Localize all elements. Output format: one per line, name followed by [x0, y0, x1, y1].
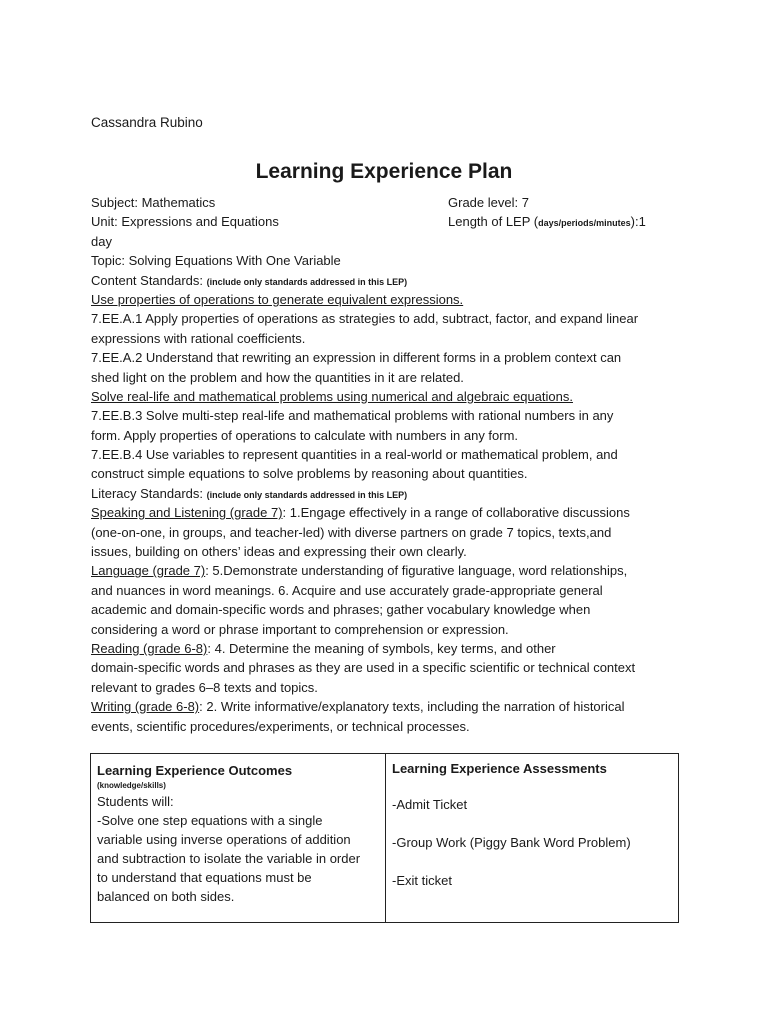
- standard-ee-b4: 7.EE.B.4 Use variables to represent quantities in a real-world or mathematical problem, and: [91, 447, 618, 463]
- assessment-item: -Exit ticket: [392, 873, 452, 888]
- standard-ee-b3-cont: form. Apply properties of operations to calculate with numbers in any form.: [91, 427, 519, 443]
- assessment-item: -Admit Ticket: [392, 797, 468, 812]
- assessments-list: [392, 795, 672, 890]
- speaking-standard: Speaking and Listening (grade 7): 1.Engage effectively in a range of collaborative discussions: [91, 505, 630, 521]
- reading-standard-cont-2: relevant to grades 6–8 texts and topics.: [91, 679, 318, 695]
- author-name: Cassandra Rubino: [91, 115, 203, 130]
- length-day-text: day: [91, 233, 112, 249]
- reading-standard-cont: domain-specific words and phrases as they are used in a specific scientific or technical context: [91, 660, 636, 676]
- unit-row: [91, 212, 691, 231]
- outcomes-line: and subtraction to isolate the variable in order: [97, 851, 361, 866]
- literacy-standards-label: Literacy Standards: (include only standards addressed in this LEP): [91, 485, 408, 501]
- content-standards-label: Content Standards: (include only standards addressed in this LEP): [91, 272, 408, 288]
- standard-ee-b3: 7.EE.B.3 Solve multi-step real-life and mathematical problems with rational numbers in any: [91, 408, 614, 424]
- content-heading-1: Use properties of operations to generate equivalent expressions.: [91, 291, 464, 307]
- reading-standard: Reading (grade 6-8): 4. Determine the meaning of symbols, key terms, and other: [91, 640, 556, 656]
- language-standard-cont-3: considering a word or phrase important to comprehension or expression.: [91, 621, 509, 637]
- outcomes-subheader: (knowledge/skills): [97, 781, 166, 790]
- standard-ee-b4-cont: construct simple equations to solve problems by reasoning about quantities.: [91, 466, 528, 482]
- writing-standard: Writing (grade 6-8): 2. Write informative/explanatory texts, including the narration of historical: [91, 699, 625, 715]
- outcomes-header: Learning Experience Outcomes: [97, 763, 293, 778]
- outcomes-line: balanced on both sides.: [97, 889, 235, 904]
- assessments-header: Learning Experience Assessments: [392, 761, 607, 776]
- subject-text: Subject: Mathematics: [91, 195, 216, 210]
- topic-text: Topic: Solving Equations With One Variable: [91, 253, 341, 269]
- length-text: Length of LEP (days/periods/minutes):1: [448, 214, 646, 230]
- outcomes-line: Students will:: [97, 794, 174, 809]
- language-standard-cont: and nuances in word meanings. 6. Acquire and use accurately grade-appropriate general: [91, 582, 603, 598]
- outcomes-line: -Solve one step equations with a single: [97, 813, 323, 828]
- grade-level-text: Grade level: 7: [448, 195, 529, 210]
- outcomes-line: to understand that equations must be: [97, 870, 312, 885]
- outcomes-assessments-table: [90, 753, 679, 923]
- unit-text: Unit: Expressions and Equations: [91, 214, 279, 230]
- language-standard: Language (grade 7): 5.Demonstrate understanding of figurative language, word relationships,: [91, 563, 628, 579]
- plan-body: [91, 193, 691, 736]
- speaking-standard-cont-2: issues, building on others’ ideas and expressing their own clearly.: [91, 544, 467, 560]
- standard-ee-a1-cont: expressions with rational coefficients.: [91, 330, 306, 346]
- outcomes-line: variable using inverse operations of addition: [97, 832, 351, 847]
- assessment-item: -Group Work (Piggy Bank Word Problem): [392, 835, 631, 850]
- speaking-standard-cont: (one-on-one, in groups, and teacher-led) with diverse partners on grade 7 topics, texts,and: [91, 524, 612, 540]
- page-title: Learning Experience Plan: [255, 160, 513, 183]
- standard-ee-a1: 7.EE.A.1 Apply properties of operations as strategies to add, subtract, factor, and expand linear: [91, 311, 639, 327]
- writing-standard-cont: events, scientific procedures/experiments, or technical processes.: [91, 718, 470, 734]
- subject-row: [91, 193, 691, 212]
- content-heading-2: Solve real-life and mathematical problems using numerical and algebraic equations.: [91, 388, 573, 404]
- assessments-cell: [386, 754, 679, 923]
- standard-ee-a2: 7.EE.A.2 Understand that rewriting an expression in different forms in a problem context can: [91, 350, 622, 366]
- standard-ee-a2-cont: shed light on the problem and how the quantities in it are related.: [91, 369, 464, 385]
- table-row: [91, 754, 679, 923]
- outcomes-cell: [91, 754, 386, 923]
- language-standard-cont-2: academic and domain-specific words and phrases; gather vocabulary knowledge when: [91, 602, 591, 618]
